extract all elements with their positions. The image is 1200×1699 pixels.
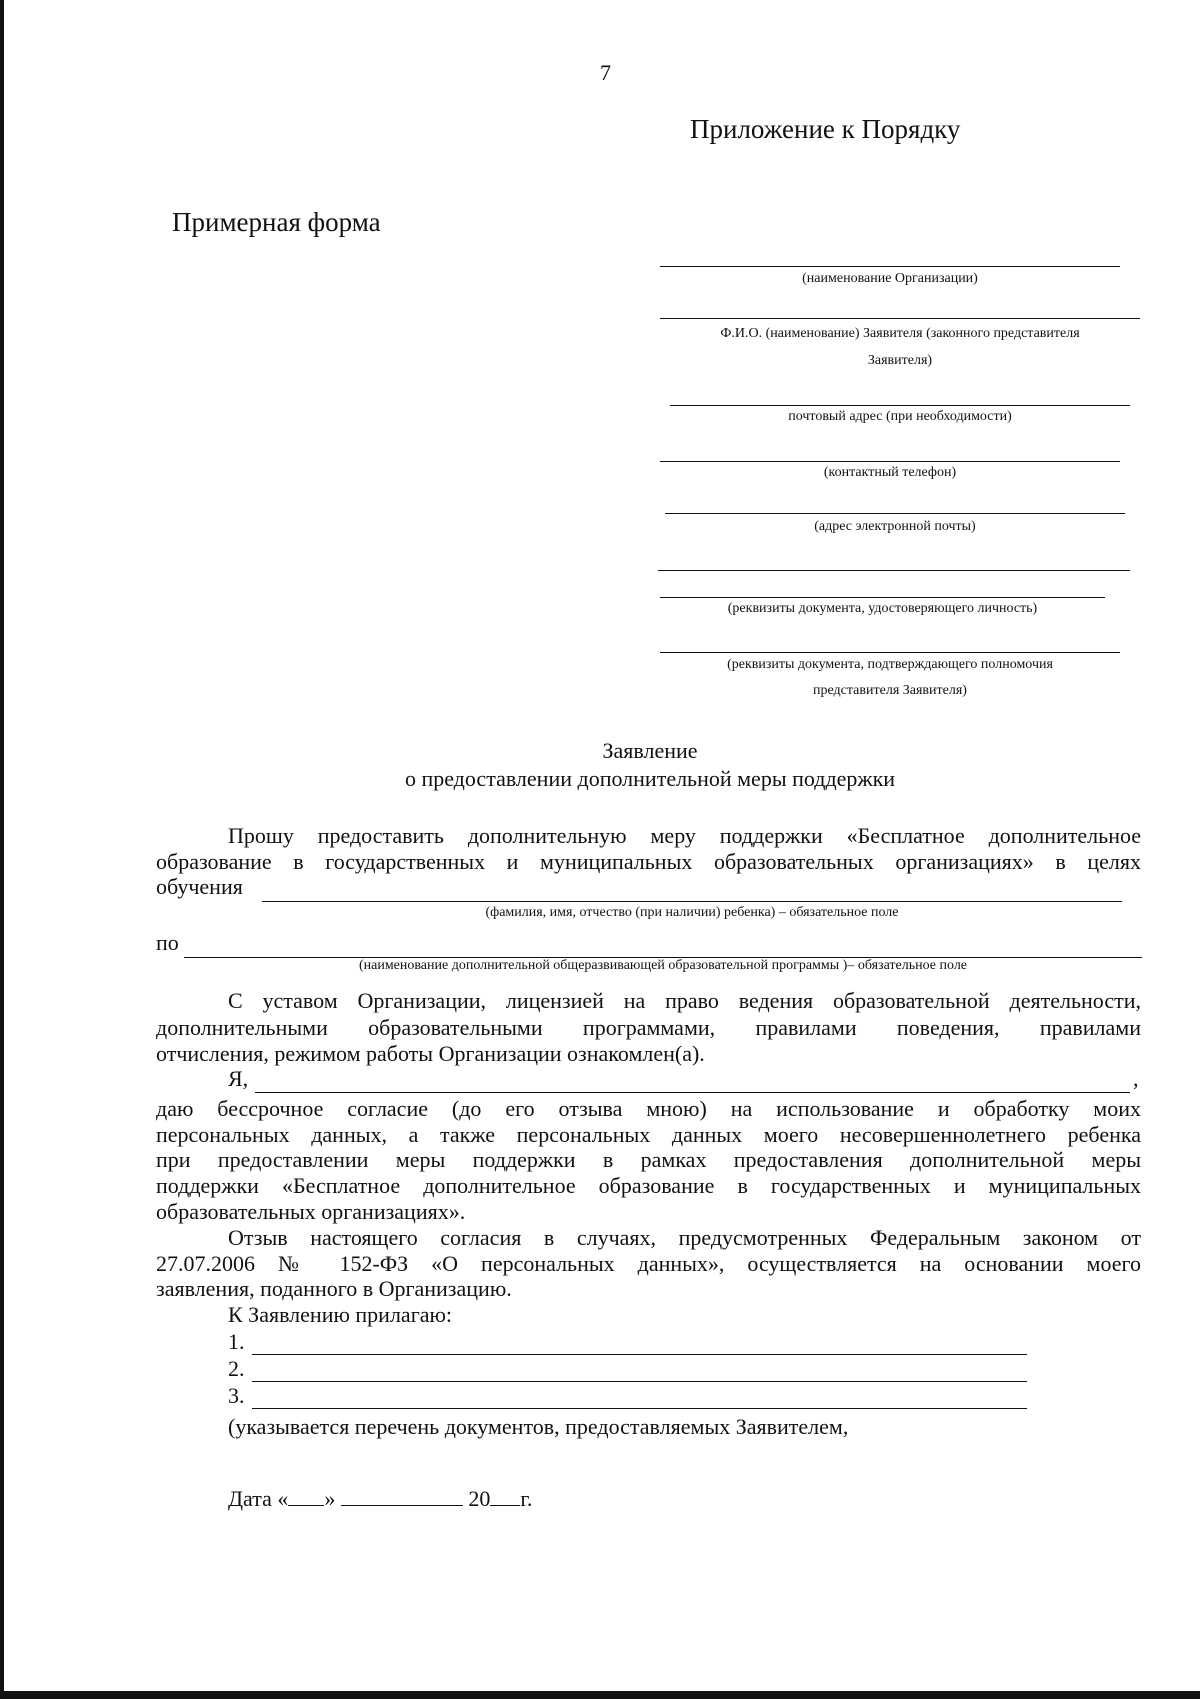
consent-line-1: даю бессрочное согласие (до его отзыва мною) на использование и обработку моих [156,1096,1141,1121]
attachments-note: (указывается перечень документов, предоставляемых Заявителем, [228,1414,849,1439]
date-close-quote: » [324,1486,336,1511]
program-name-caption: (наименование дополнительной общеразвивающей образовательной программы )– обязательное поле [358,958,968,973]
child-name-caption: (фамилия, имя, отчество (при наличии) ребенка) – обязательное поле [485,905,899,920]
acquaintance-line-2: дополнительными образовательными программами, правилами поведения, правилами [156,1015,1141,1040]
date-year-field[interactable] [490,1485,520,1506]
date-year-suffix: г. [520,1486,533,1511]
applicant-caption-line1: Ф.И.О. (наименование) Заявителя (законного представителя [720,326,1080,341]
date-month-field[interactable] [341,1485,463,1506]
consent-line-4: поддержки «Бесплатное дополнительное образование в государственных и муниципальных [156,1173,1141,1198]
acquaintance-line-3: отчисления, режимом работы Организации ознакомлен(а). [156,1041,705,1066]
consent-name-field-line[interactable] [255,1092,1130,1093]
form-label: Примерная форма [172,207,381,237]
request-line-2: образование в государственных и муниципальных образовательных организациях» в целях [156,849,1141,874]
email-field-line[interactable] [665,513,1125,514]
statement-title: Заявление [602,738,698,763]
consent-suffix: , [1133,1066,1139,1091]
attachment-field-line-2[interactable] [252,1381,1027,1382]
postal-address-caption: почтовый адрес (при необходимости) [788,409,1012,424]
identity-document-caption: (реквизиты документа, удостоверяющего личность) [727,601,1038,616]
statement-subtitle: о предоставлении дополнительной меры поддержки [404,766,896,791]
authority-document-caption-line1: (реквизиты документа, подтверждающего полномочия [727,657,1053,672]
date-day-field[interactable] [288,1485,324,1506]
consent-line-2: персональных данных, а также персональных данных моего несовершеннолетнего ребенка [156,1122,1141,1147]
applicant-field-line[interactable] [660,318,1140,319]
authority-document-caption-line2: представителя Заявителя) [813,683,967,698]
attachments-intro: К Заявлению прилагаю: [228,1302,453,1327]
request-line-3: обучения [156,874,243,899]
attachment-field-line-3[interactable] [252,1408,1027,1409]
attachment-number-1: 1. [228,1329,245,1354]
attachment-number-3: 3. [228,1383,245,1408]
date-year-prefix: 20 [468,1486,491,1511]
request-line-1: Прошу предоставить дополнительную меру поддержки «Бесплатное дополнительное [228,823,1141,848]
attachment-number-2: 2. [228,1356,245,1381]
scan-bottom-border [0,1691,1200,1699]
program-prefix: по [156,930,179,955]
consent-prefix: Я, [228,1066,249,1091]
appendix-title: Приложение к Порядку [690,114,961,144]
revocation-line-3: заявления, поданного в Организацию. [156,1276,512,1301]
consent-line-3: при предоставлении меры поддержки в рамках предоставления дополнительной меры [156,1147,1141,1172]
organization-field-line[interactable] [660,266,1120,267]
organization-caption: (наименование Организации) [802,271,978,286]
revocation-line-1: Отзыв настоящего согласия в случаях, предусмотренных Федеральным законом от [228,1225,1141,1250]
email-caption: (адрес электронной почты) [814,519,976,534]
extra-field-line[interactable] [658,570,1130,571]
scan-left-border [0,0,4,1699]
authority-document-field-line[interactable] [660,652,1120,653]
page-number: 7 [600,60,611,85]
phone-caption: (контактный телефон) [823,465,957,480]
acquaintance-line-1: С уставом Организации, лицензией на право ведения образовательной деятельности, [228,988,1141,1013]
applicant-caption-line2: Заявителя) [867,353,933,368]
revocation-line-2: 27.07.2006 № 152-ФЗ «О персональных данных», осуществляется на основании моего [156,1251,1141,1276]
date-label: Дата « [228,1486,289,1511]
attachment-field-line-1[interactable] [252,1354,1027,1355]
date-line [228,1485,532,1512]
consent-line-5: образовательных организациях». [156,1199,466,1224]
